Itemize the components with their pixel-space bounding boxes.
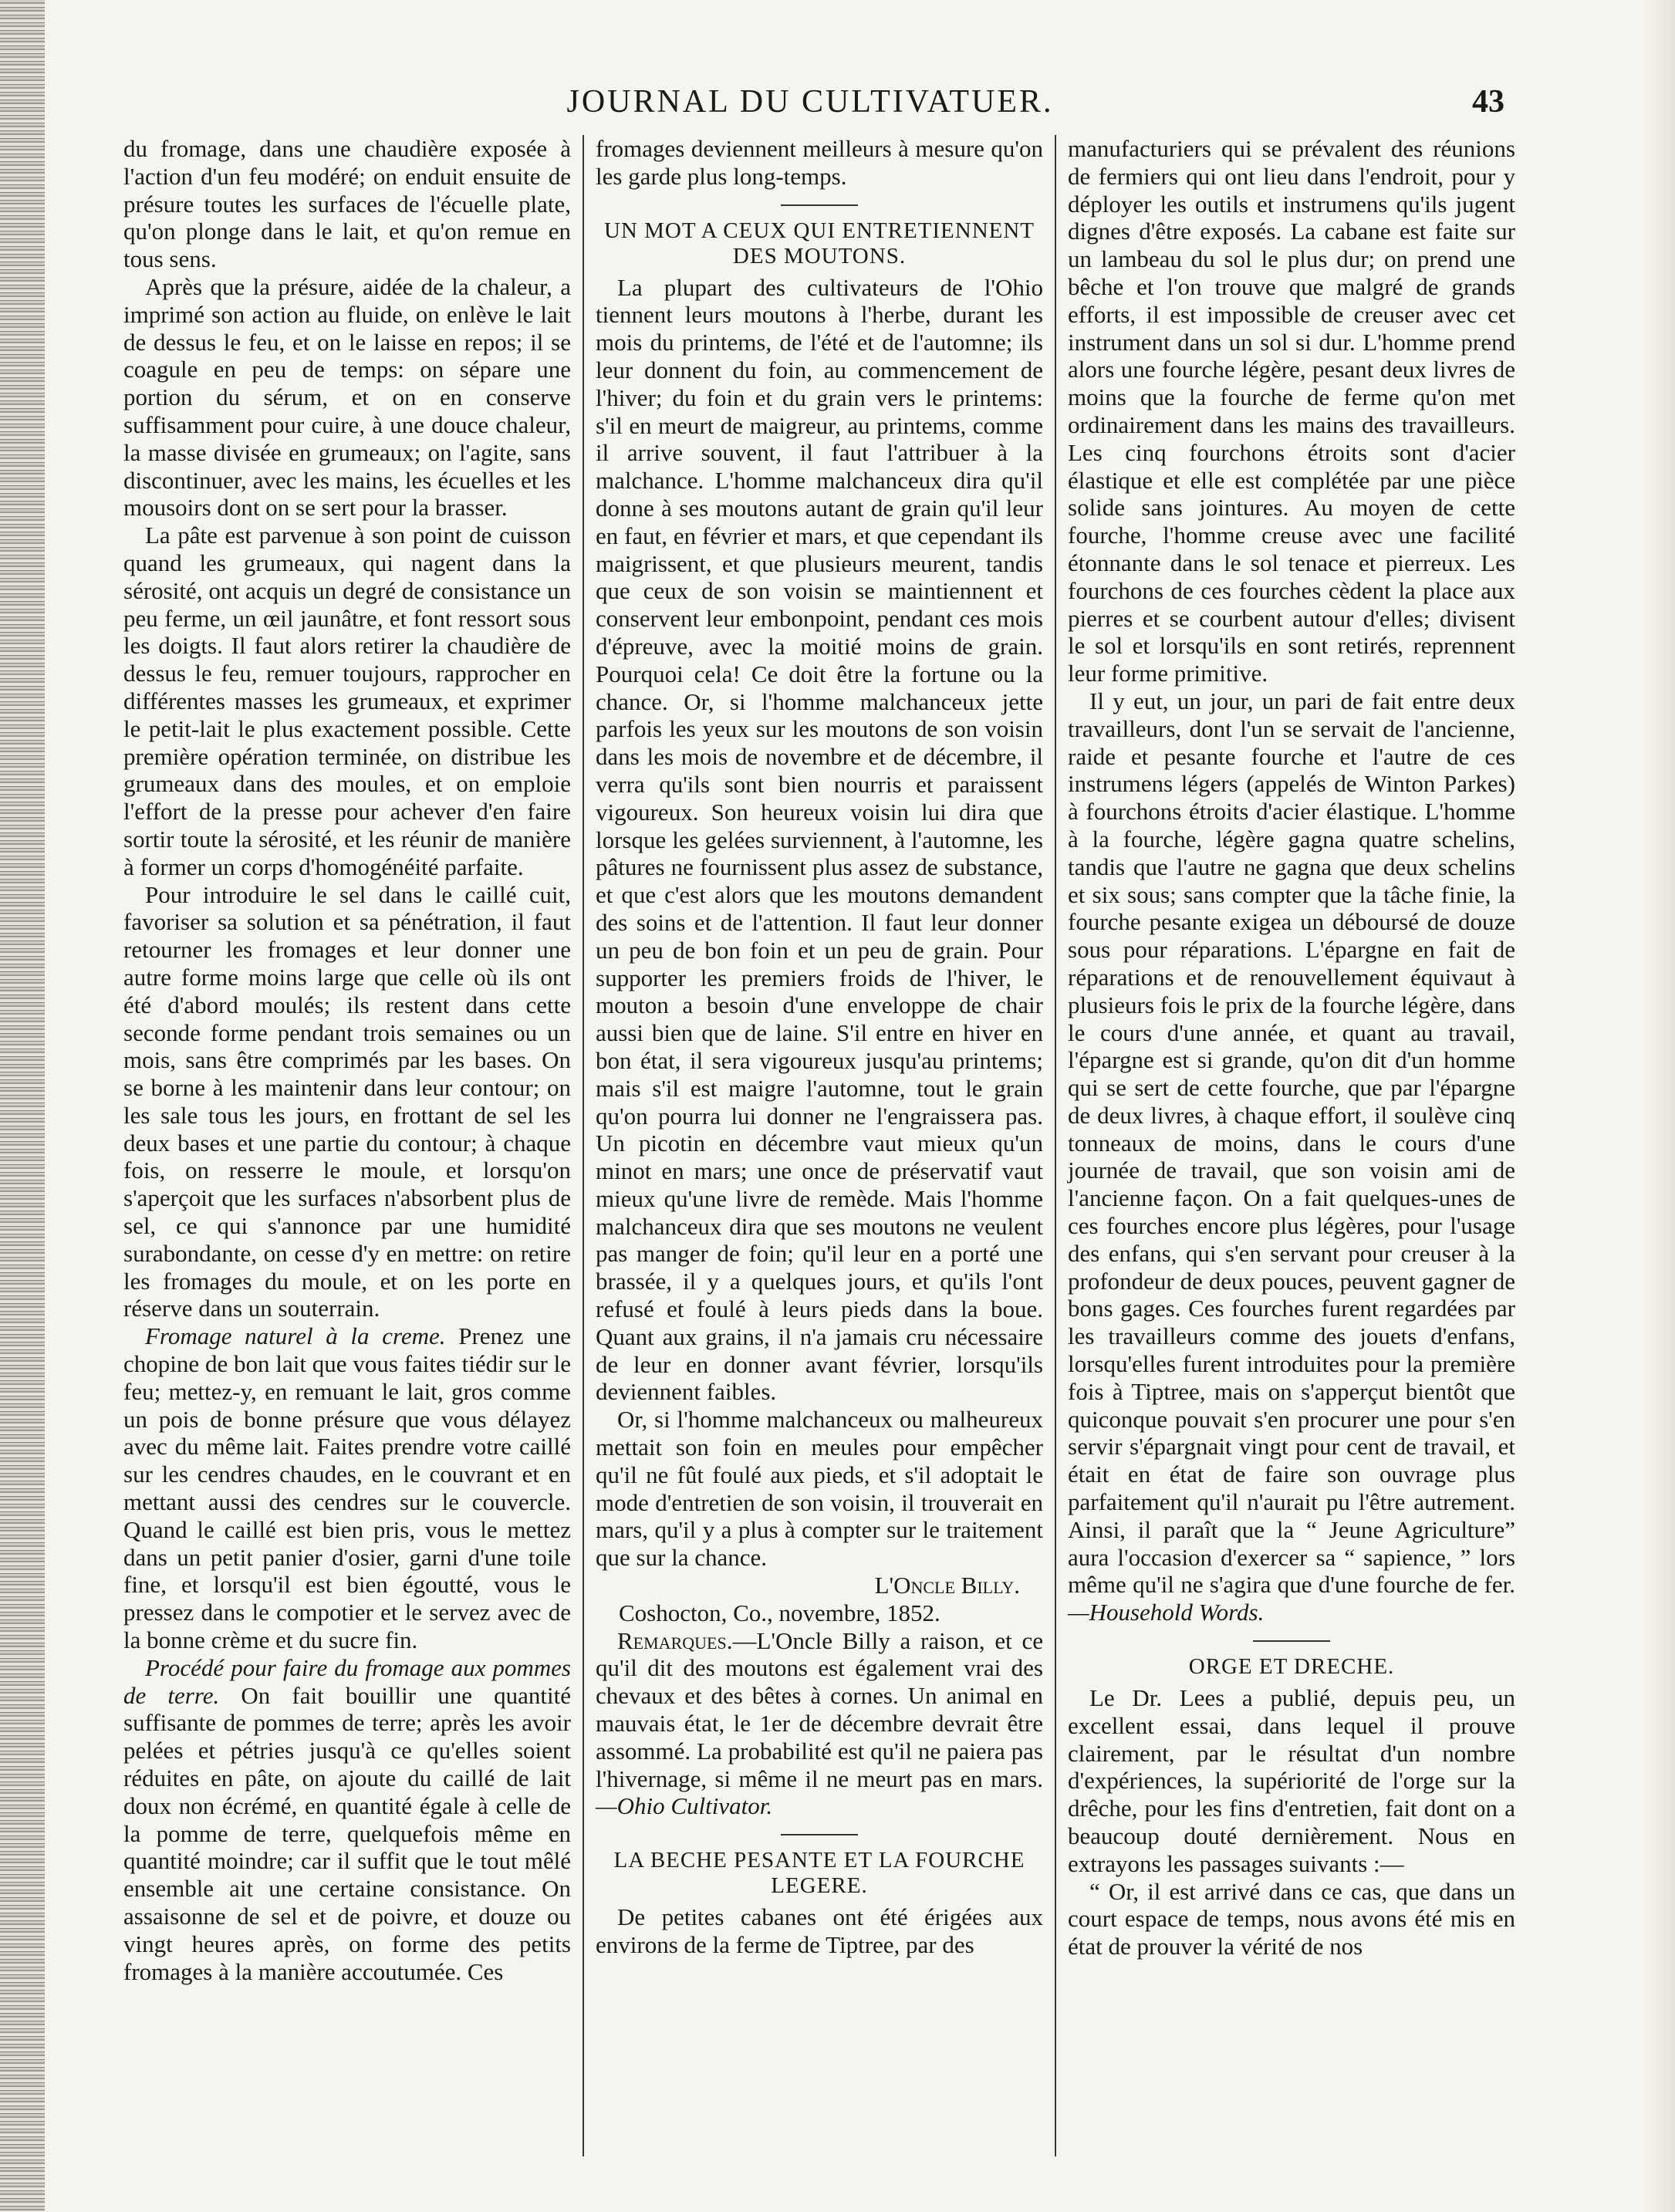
paragraph: De petites cabanes ont été érigées aux environs de la ferme de Tiptree, par des [596,1903,1043,1959]
place-date: Coshocton, Co., novembre, 1852. [619,1599,940,1626]
section-divider [781,204,858,206]
section-divider [1253,1640,1330,1642]
text-columns [116,135,1528,2156]
paragraph [596,1627,1043,1821]
paragraph [1068,687,1515,1626]
paragraph: La plupart des cultivateurs de l'Ohio tiennent leurs moutons à l'herbe, durant les mois du printems, de l'été et de l'automne; ils leur donnent du foin, au commencement de l'hiver; du foin et du grain vers le printems: s'il en meurt de maigreur, au printems, comme il arrive souvent, il faut l'attribuer à la malchance. L'homme malchanceux dira qu'il donne à ses moutons autant de grain qu'il leur en faut, en février et mars, et que cependant ils maigrissent, et que plusieurs meurent, tandis que ceux de son voisin se maintiennent et conservent leur embonpoint, pendant ces mois d'épreuve, avec la moitié moins de grain. Pourquoi cela! Ce doit être la fortune ou la chance. Or, si l'homme malchanceux jette parfois les yeux sur les moutons de son voisin dans les mois de novembre et de décembre, il verra qu'ils sont bien nourris et paraissent vigoureux. Son heureux voisin lui dira que lorsque les gelées surviennent, à l'automne, les pâtures ne fournissent plus assez de substance, et que c'est alors que les moutons demandent des soins et de l'attention. Il faut leur donner un peu de bon foin et un peu de grain. Pour supporter les premiers froids de l'hiver, le mouton a besoin d'une enveloppe de chair aussi bien que de laine. S'il entre en hiver en bon état, il sera vigoureux jusqu'au printems; mais s'il est maigre l'automne, tout le grain qu'on pourra lui donner ne l'engraissera pas. Un picotin en décembre vaut mieux qu'un minot en mars; une once de préservatif vaut mieux qu'une livre de remède. Mais l'homme malchanceux dira que ses moutons ne veulent pas manger de foin; qu'il leur en a porté une brassée, il y a quelques jours, et qu'ils l'ont refusé et foulé à leurs pieds dans la boue. Quant aux grains, il n'a jamais cru nécessaire de leur en donner avant février, lorsqu'ils deviennent faibles. [596,273,1043,1406]
paragraph: Après que la présure, aidée de la chaleur, a imprimé son action au fluide, on enlève le lait de dessus le feu, et on le laisse en repos; il se coagule en peu de temps: on sépare une portion du sérum, et on en conserve suffisamment pour cuire, à une douce chaleur, la masse divisée en grumeaux; on l'agite, sans discontinuer, avec les mains, les écuelles et les mousoirs dont on se sert pour la brasser. [123,272,571,522]
paragraph: du fromage, dans une chaudière exposée à l'action d'un feu modéré; on enduit ensuite de présure toutes les surfaces de l'écuelle plate, qu'on plonge dans le lait, et qu'on remue en tous sens. [123,135,571,273]
recipe-title: Fromage naturel à la creme. [145,1322,446,1350]
article-heading: ORGE ET DRECHE. [1188,1654,1395,1680]
paragraph: fromages deviennent meilleurs à mesure qu'on les garde plus long-temps. [596,135,1043,190]
recipe-text: On fait bouillir une quantité suffisante de pommes de terre; après les avoir pelées et pétries jusqu'à ce qu'elles soient réduites en pâte, on ajoute du caillé de lait doux non écrémé, en quantité égale à celle de la pomme de terre, quelquefois même en quantité moindre; car il suffit que le tout mêlé ensemble ait une certaine consistance. On assaisonne de sel et de poivre, et douze ou vingt heures après, on forme des petits fromages à la manière accoutumée. Ces [123,1681,571,1985]
running-title: JOURNAL DU CULTIVATUER. [566,84,1054,120]
article-heading: LA BECHE PESANTE ET LA FOURCHE LEGERE. [613,1848,1025,1899]
column-rule [583,135,584,2156]
remarks-label: Remarques. [617,1626,733,1654]
page-header [116,77,1504,123]
paragraph [123,1654,571,1986]
signature: L'Oncle Billy. [874,1572,1020,1599]
section-divider [781,1834,858,1835]
paragraph: La pâte est parvenue à son point de cuisson quand les grumeaux, qui nagent dans la sérosité, ont acquis un degré de consistance un peu ferme, un œil jaunâtre, et font ressort sous les doigts. Il faut alors retirer la chaudière de dessus le feu, remuer toujours, rapprocher en différentes masses les grumeaux, et exprimer le petit-lait le plus exactement possible. Cette première opération terminée, on distribue les grumeaux dans des moules, et on emploie l'effort de la presse pour achever d'en faire sortir toute la sérosité, et les réunir de manière à former un corps d'homogénéité parfaite. [123,522,571,880]
paragraph: “ Or, il est arrivé dans ce cas, que dans un court espace de temps, nous avons été mis en état de prouver la vérité de nos [1068,1877,1515,1960]
column-1 [116,135,579,2156]
column-3 [1060,135,1523,2156]
paragraph: Le Dr. Lees a publié, depuis peu, un excellent essai, dans lequel il prouve clairement, par le résultat d'un nombre d'expériences, la supériorité de l'orge sur la drêche, pour les fins d'entretien, fait dont on a beaucoup douté dernièrement. Nous en extrayons les passages suivants :— [1068,1684,1515,1877]
column-2 [588,135,1051,2156]
article-heading: UN MOT A CEUX QUI ENTRETIENNENT DES MOUTONS. [603,218,1035,268]
recipe-title: Procédé pour faire du fromage aux pommes de terre. [123,1653,571,1709]
paragraph: manufacturiers qui se prévalent des réunions de fermiers qui ont lieu dans l'endroit, pour y déployer les outils et instrumens qu'ils jugent dignes d'être exposés. La cabane est faite sur un lambeau du sol le plus dur; on prend une bêche et l'on trouve que malgré de grands efforts, il est impossible de creuser avec cet instrument dans un sol si dur. L'homme prend alors une fourche légère, pesant deux livres de moins que la fourche de ferme qu'on met ordinairement dans les mains des travailleurs. Les cinq fourchons étroits sont d'acier élastique et elle est complétée par une pièce solide sans jointures. Au moyen de cette fourche, l'homme creuse avec une facilité étonnante dans le sol tenace et pierreux. Les fourchons de ces fourches cèdent la place aux pierres et se courbent autour d'elles; divisent le sol et lorsqu'ils en sont retirés, reprennent leur forme primitive. [1068,135,1515,687]
remarks-text: —L'Oncle Billy a raison, et ce qu'il dit des moutons est également vrai des chevaux et des bêtes à cornes. Un animal en mauvais état, le 1er de décembre devrait être assommé. La probabilité est qu'il ne paiera pas l'hivernage, si même il ne meurt pas en mars. [596,1626,1043,1792]
paragraph: Or, si l'homme malchanceux ou malheureux mettait son foin en meules pour empêcher qu'il ne fût foulé aux pieds, et s'il adoptait le mode d'entretien de son voisin, il trouverait en mars, qu'il y a plus à compter sur le traitement que sur la chance. [596,1406,1043,1572]
page-shadow [1644,0,1675,2212]
source-credit: —Household Words. [1068,1599,1265,1626]
recipe-text: Prenez une chopine de bon lait que vous faites tiédir sur le feu; mettez-y, en remuant le lait, gros comme un pois de bonne présure que vous délayez avec du même lait. Faites prendre votre caillé sur les cendres chaudes, en le couvrant et en mettant aussi des cendres sur le couvercle. Quand le caillé est bien pris, vous le mettez dans un petit panier d'osier, garni d'une toile fine, et lorsqu'il est bien égoutté, vous le pressez dans le compotier et le servez avec de la bonne crème et du sucre fin. [123,1322,571,1654]
paragraph [123,1322,571,1654]
column-rule [1055,135,1056,2156]
page-number: 43 [1472,84,1504,120]
paragraph: Pour introduire le sel dans le caillé cuit, favoriser sa solution et sa pénétration, il faut retourner les fromages et leur donner une autre forme moins large que celle où ils ont été d'abord moulés; ils restent dans cette seconde forme pendant trois semaines ou un mois, sans être comprimés par les bases. On se borne à les maintenir dans leur contour; on les sale tous les jours, en frottant de sel les deux bases et une partie du contour; à chaque fois, on resserre le moule, et lorsqu'on s'aperçoit que les surfaces n'absorbent plus de sel, ce qui s'annonce par une humidité surabondante, on cesse d'y en mettre: on retire les fromages du moule, et on les porte en réserve dans un souterrain. [123,880,571,1322]
source-credit: —Ohio Cultivator. [596,1792,773,1820]
scanned-page-edge [0,0,45,2212]
article-text: Il y eut, un jour, un pari de fait entre deux travailleurs, dont l'un se servait de l'ancienne, raide et pesante fourche et l'autre de ces instrumens légers (appelés de Winton Parkes) à fourchons étroits d'acier élastique. L'homme à la fourche, légère gagna quatre schelins, tandis que l'autre ne gagna que deux schelins et six sous; sans compter que la tâche finie, la fourche pesante exigea un déboursé de douze sous pour réparations. L'épargne en fait de réparations et de renouvellement équivaut à plusieurs fois le prix de la fourche légère, dans le cours d'une année, et quant au travail, l'épargne est si grande, qu'on dit d'un homme qui se sert de cette fourche, que par l'épargne de deux livres, à chaque effort, il soulève cinq tonneaux de moins, dans le cours d'une journée de travail, que son voisin ami de l'ancienne façon. On a fait quelques-unes de ces fourches encore plus légères, pour l'usage des enfans, qui s'en servant pour creuser à la profondeur de deux pouces, peuvent gagner de bons gages. Ces fourches furent regardées par les travailleurs comme des jouets d'enfans, lorsqu'elles furent introduites pour la première fois à Tiptree, mais on s'apperçut bientôt que quiconque pouvait s'en procurer une pour s'en servir s'épargnait vingt pour cent de travail, et était en état de faire son ouvrage plus parfaitement qu'il n'aurait pu l'être autrement. Ainsi, il paraît que la “ Jeune Agriculture” aura l'occasion d'exercer sa “ sapience, ” lors même qu'il ne s'agira que d'une fourche de fer. [1068,687,1515,1599]
